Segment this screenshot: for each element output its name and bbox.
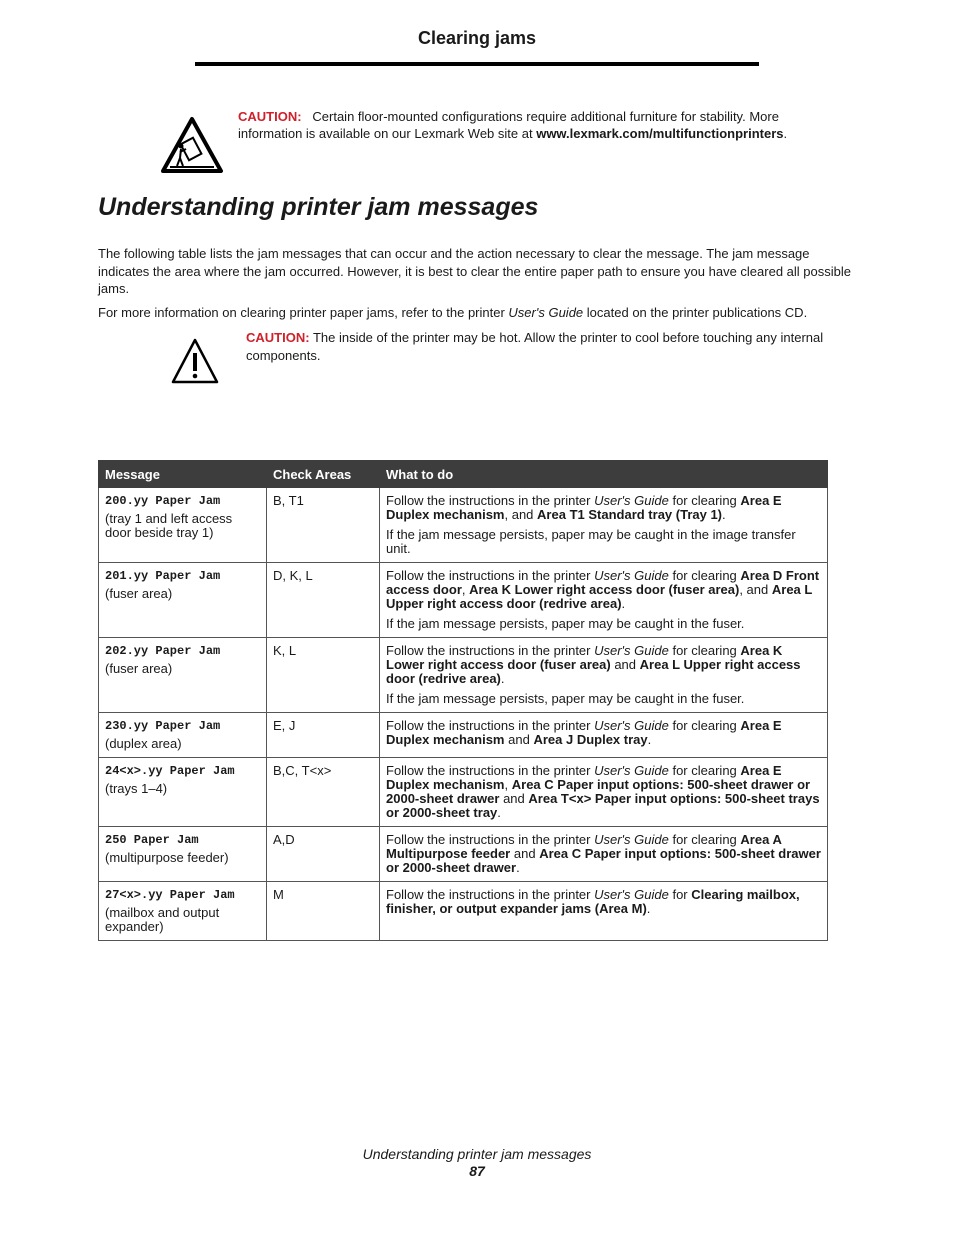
message-desc: (fuser area) (105, 661, 173, 676)
table-row (99, 713, 828, 758)
table-row (99, 758, 828, 827)
table-row (99, 882, 828, 941)
page-footer (0, 1146, 954, 1179)
check-areas-cell: B, T1 (267, 488, 380, 563)
table-row (99, 638, 828, 713)
check-areas-cell: K, L (267, 638, 380, 713)
caution-text: The inside of the printer may be hot. Allow the printer to cool before touching any internal components. (246, 330, 824, 363)
table-row (99, 488, 828, 563)
table-header-row (99, 461, 828, 488)
message-code: 250 Paper Jam (105, 833, 199, 847)
message-code: 201.yy Paper Jam (105, 569, 221, 583)
extra-note: If the jam message persists, paper may be caught in the fuser. (386, 691, 745, 706)
check-areas-cell: B,C, T<x> (267, 758, 380, 827)
column-header: What to do (380, 461, 828, 488)
check-areas-cell: E, J (267, 713, 380, 758)
action-cell: Follow the instructions in the printer User's Guide for Clearing mailbox, finisher, or output expander jams (Area M). (380, 882, 828, 941)
header-title: Clearing jams (417, 28, 537, 48)
section-title: Understanding printer jam messages (98, 193, 539, 221)
footer-title: Understanding printer jam messages (362, 1146, 592, 1162)
action-cell: Follow the instructions in the printer User's Guide for clearing Area E Duplex mechanism, and Area T1 Standard tray (Tray 1). If the jam message persists, paper may be caught in the image transfer unit. (380, 488, 828, 563)
warning-icon (170, 337, 220, 390)
message-code: 24<x>.yy Paper Jam (105, 764, 235, 778)
message-code: 27<x>.yy Paper Jam (105, 888, 235, 902)
message-cell (99, 713, 267, 758)
message-cell (99, 488, 267, 563)
table-row (99, 563, 828, 638)
caution-text: Certain floor-mounted configurations require additional furniture for stability. More information is available on our Lexmark Web site at (238, 109, 779, 141)
message-desc: (mailbox and output expander) (105, 905, 220, 934)
caution-label: CAUTION: (246, 330, 310, 345)
action-cell: Follow the instructions in the printer User's Guide for clearing Area E Duplex mechanism, Area C Paper input options: 500-sheet drawer or 2000-sheet drawer and Area T<x> Paper input options: 500-sheet trays or 2000-sheet tray. (380, 758, 828, 827)
extra-note: If the jam message persists, paper may be caught in the image transfer unit. (386, 527, 796, 556)
check-areas-cell: A,D (267, 827, 380, 882)
jam-messages-table (98, 460, 828, 941)
page-header (195, 28, 759, 49)
reference-paragraph: For more information on clearing printer paper jams, refer to the printer User's Guide located on the printer publications CD. (98, 305, 808, 320)
action-cell: Follow the instructions in the printer User's Guide for clearing Area D Front access door, Area K Lower right access door (fuser area), and Area L Upper right access door (redrive area). If the jam message persists, paper may be caught in the fuser. (380, 563, 828, 638)
page-number: 87 (469, 1163, 485, 1179)
extra-note: If the jam message persists, paper may be caught in the fuser. (386, 616, 745, 631)
action-cell: Follow the instructions in the printer User's Guide for clearing Area E Duplex mechanism and Area J Duplex tray. (380, 713, 828, 758)
message-desc: (multipurpose feeder) (105, 850, 229, 865)
message-desc: (trays 1–4) (105, 781, 168, 796)
intro-paragraph: The following table lists the jam messages that can occur and the action necessary to clear the message. The jam message indicates the area where the jam occurred. However, it is best to clear the entire paper path to ensure you have cleared all possible jams. (98, 246, 851, 296)
column-header: Check Areas (267, 461, 380, 488)
action-cell: Follow the instructions in the printer User's Guide for clearing Area A Multipurpose feeder and Area C Paper input options: 500-sheet drawer or 2000-sheet drawer. (380, 827, 828, 882)
check-areas-cell: D, K, L (267, 563, 380, 638)
message-code: 202.yy Paper Jam (105, 644, 221, 658)
message-code: 230.yy Paper Jam (105, 719, 221, 733)
header-rule (195, 62, 759, 66)
action-cell: Follow the instructions in the printer User's Guide for clearing Area K Lower right access door (fuser area) and Area L Upper right access door (redrive area). If the jam message persists, paper may be caught in the fuser. (380, 638, 828, 713)
check-areas-cell: M (267, 882, 380, 941)
message-cell (99, 827, 267, 882)
table-row (99, 827, 828, 882)
message-desc: (tray 1 and left access door beside tray 1) (105, 511, 233, 540)
message-cell (99, 882, 267, 941)
caution-label: CAUTION: (238, 109, 302, 124)
lexmark-link[interactable]: www.lexmark.com/multifunctionprinters (536, 126, 784, 141)
column-header: Message (99, 461, 267, 488)
tipping-hazard-icon (160, 116, 224, 179)
message-cell (99, 758, 267, 827)
caution-hot-text (246, 329, 858, 365)
message-desc: (duplex area) (105, 736, 182, 751)
message-code: 200.yy Paper Jam (105, 494, 221, 508)
message-cell (99, 563, 267, 638)
caution-tipping-text: CAUTION: Certain floor-mounted configurations require additional furniture for stability. More information is available on our Lexmark Web site at www.lexmark.com/multifunctionprinters. (238, 109, 788, 141)
message-desc: (fuser area) (105, 586, 173, 601)
message-cell (99, 638, 267, 713)
